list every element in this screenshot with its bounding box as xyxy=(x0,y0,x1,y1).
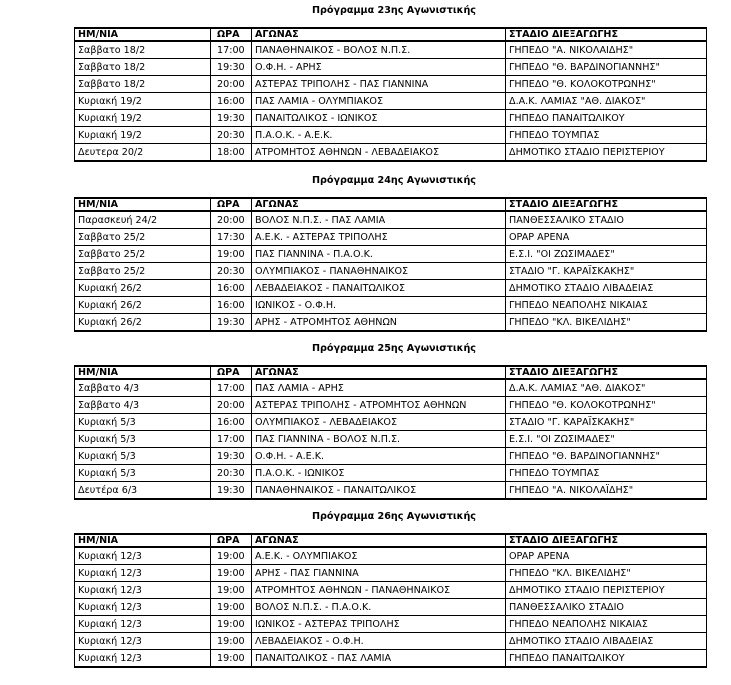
table-row xyxy=(75,633,707,650)
header-match: ΑΓΩΝΑΣ xyxy=(252,28,506,41)
cell-date: Σαββατο 25/2 xyxy=(75,246,211,263)
cell-match: ΑΡΗΣ - ΠΑΣ ΓΙΑΝΝΙΝΑ xyxy=(252,565,506,582)
cell-time: 17:30 xyxy=(211,229,252,246)
header-venue: ΣΤΑΔΙΟ ΔΙΕΞΑΓΩΓΗΣ xyxy=(506,28,707,41)
cell-time: 19:00 xyxy=(211,599,252,616)
cell-venue: ΣΤΑΔΙΟ "Γ. ΚΑΡΑΪΣΚΑΚΗΣ" xyxy=(506,414,707,431)
cell-venue: ΓΗΠΕΔΟ "Θ. ΚΟΛΟΚΟΤΡΩΝΗΣ" xyxy=(506,76,707,93)
cell-time: 16:00 xyxy=(211,297,252,314)
table-row xyxy=(75,650,707,668)
cell-match: ΒΟΛΟΣ Ν.Π.Σ. - Π.Α.Ο.Κ. xyxy=(252,599,506,616)
cell-venue: ΔΗΜΟΤΙΚΟ ΣΤΑΔΙΟ ΠΕΡΙΣΤΕΡΙΟΥ xyxy=(506,144,707,162)
cell-time: 19:00 xyxy=(211,246,252,263)
cell-date: Κυριακή 5/3 xyxy=(75,448,211,465)
cell-date: Κυριακή 12/3 xyxy=(75,547,211,565)
cell-time: 19:00 xyxy=(211,616,252,633)
cell-venue: ΔΗΜΟΤΙΚΟ ΣΤΑΔΙΟ ΛΙΒΑΔΕΙΑΣ xyxy=(506,633,707,650)
cell-date: Κυριακή 12/3 xyxy=(75,599,211,616)
fixtures-table xyxy=(74,27,707,162)
table-row xyxy=(75,110,707,127)
cell-date: Κυριακή 19/2 xyxy=(75,93,211,110)
cell-venue: ΔΗΜΟΤΙΚΟ ΣΤΑΔΙΟ ΛΙΒΑΔΕΙΑΣ xyxy=(506,280,707,297)
table-row xyxy=(75,582,707,599)
cell-date: Δευτέρα 6/3 xyxy=(75,482,211,500)
table-row xyxy=(75,414,707,431)
table-row xyxy=(75,41,707,59)
cell-venue: ΓΗΠΕΔΟ ΤΟΥΜΠΑΣ xyxy=(506,127,707,144)
cell-date: Κυριακή 12/3 xyxy=(75,582,211,599)
cell-time: 17:00 xyxy=(211,431,252,448)
cell-time: 19:30 xyxy=(211,110,252,127)
cell-date: Κυριακή 26/2 xyxy=(75,297,211,314)
table-row xyxy=(75,59,707,76)
cell-time: 20:00 xyxy=(211,211,252,229)
cell-venue: ΓΗΠΕΔΟ "ΚΛ. ΒΙΚΕΛΙΔΗΣ" xyxy=(506,314,707,332)
cell-date: Κυριακή 19/2 xyxy=(75,127,211,144)
header-date: ΗΜ/ΝΙΑ xyxy=(75,198,211,211)
round-title: Πρόγραμμα 26ης Αγωνιστικής xyxy=(312,511,476,522)
cell-date: Δευτερα 20/2 xyxy=(75,144,211,162)
cell-match: ΠΑΣ ΛΑΜΙΑ - ΑΡΗΣ xyxy=(252,379,506,397)
cell-time: 16:00 xyxy=(211,93,252,110)
cell-date: Κυριακή 19/2 xyxy=(75,110,211,127)
cell-match: ΛΕΒΑΔΕΙΑΚΟΣ - Ο.Φ.Η. xyxy=(252,633,506,650)
cell-time: 20:00 xyxy=(211,76,252,93)
cell-venue: ΓΗΠΕΔΟ ΤΟΥΜΠΑΣ xyxy=(506,465,707,482)
cell-date: Παρασκευή 24/2 xyxy=(75,211,211,229)
cell-date: Κυριακή 26/2 xyxy=(75,280,211,297)
cell-date: Σαββατο 18/2 xyxy=(75,76,211,93)
cell-venue: ΓΗΠΕΔΟ ΝΕΑΠΟΛΗΣ ΝΙΚΑΙΑΣ xyxy=(506,297,707,314)
cell-date: Σαββατο 18/2 xyxy=(75,41,211,59)
table-row xyxy=(75,229,707,246)
cell-venue: ΓΗΠΕΔΟ "Α. ΝΙΚΟΛΑΙΔΗΣ" xyxy=(506,41,707,59)
cell-time: 16:00 xyxy=(211,280,252,297)
header-match: ΑΓΩΝΑΣ xyxy=(252,366,506,379)
cell-match: ΠΑΣ ΓΙΑΝΝΙΝΑ - ΒΟΛΟΣ Ν.Π.Σ. xyxy=(252,431,506,448)
header-date: ΗΜ/ΝΙΑ xyxy=(75,28,211,41)
table-row xyxy=(75,599,707,616)
table-row xyxy=(75,397,707,414)
cell-match: ΠΑΝΑΙΤΩΛΙΚΟΣ - ΙΩΝΙΚΟΣ xyxy=(252,110,506,127)
cell-match: ΒΟΛΟΣ Ν.Π.Σ. - ΠΑΣ ΛΑΜΙΑ xyxy=(252,211,506,229)
cell-time: 19:30 xyxy=(211,314,252,332)
cell-match: ΠΑΣ ΓΙΑΝΝΙΝΑ - Π.Α.Ο.Κ. xyxy=(252,246,506,263)
cell-venue: ΓΗΠΕΔΟ "Θ. ΚΟΛΟΚΟΤΡΩΝΗΣ" xyxy=(506,397,707,414)
table-row xyxy=(75,448,707,465)
cell-date: Κυριακή 12/3 xyxy=(75,565,211,582)
cell-match: ΑΣΤΕΡΑΣ ΤΡΙΠΟΛΗΣ - ΑΤΡΟΜΗΤΟΣ ΑΘΗΝΩΝ xyxy=(252,397,506,414)
cell-time: 20:00 xyxy=(211,397,252,414)
table-header-row xyxy=(75,366,707,379)
cell-match: ΛΕΒΑΔΕΙΑΚΟΣ - ΠΑΝΑΙΤΩΛΙΚΟΣ xyxy=(252,280,506,297)
table-row xyxy=(75,263,707,280)
cell-match: ΟΛΥΜΠΙΑΚΟΣ - ΛΕΒΑΔΕΙΑΚΟΣ xyxy=(252,414,506,431)
cell-date: Κυριακή 12/3 xyxy=(75,633,211,650)
cell-venue: ΓΗΠΕΔΟ "Θ. ΒΑΡΔΙΝΟΓΙΑΝΝΗΣ" xyxy=(506,59,707,76)
cell-date: Κυριακή 5/3 xyxy=(75,414,211,431)
header-match: ΑΓΩΝΑΣ xyxy=(252,198,506,211)
round-title: Πρόγραμμα 23ης Αγωνιστικής xyxy=(312,5,476,16)
cell-match: ΑΤΡΟΜΗΤΟΣ ΑΘΗΝΩΝ - ΠΑΝΑΘΗΝΑΙΚΟΣ xyxy=(252,582,506,599)
header-match: ΑΓΩΝΑΣ xyxy=(252,534,506,547)
fixtures-table xyxy=(74,365,707,500)
cell-match: ΙΩΝΙΚΟΣ - Ο.Φ.Η. xyxy=(252,297,506,314)
table-row xyxy=(75,127,707,144)
cell-match: Π.Α.Ο.Κ. - Α.Ε.Κ. xyxy=(252,127,506,144)
cell-match: ΟΛΥΜΠΙΑΚΟΣ - ΠΑΝΑΘΗΝΑΙΚΟΣ xyxy=(252,263,506,280)
cell-match: Ο.Φ.Η. - ΑΡΗΣ xyxy=(252,59,506,76)
table-row xyxy=(75,379,707,397)
fixtures-table xyxy=(74,533,707,668)
table-row xyxy=(75,297,707,314)
cell-time: 20:30 xyxy=(211,127,252,144)
round-title: Πρόγραμμα 24ης Αγωνιστικής xyxy=(312,175,476,186)
cell-match: ΑΤΡΟΜΗΤΟΣ ΑΘΗΝΩΝ - ΛΕΒΑΔΕΙΑΚΟΣ xyxy=(252,144,506,162)
fixtures-table xyxy=(74,197,707,332)
header-date: ΗΜ/ΝΙΑ xyxy=(75,534,211,547)
cell-venue: OPAP ΑΡΕΝΑ xyxy=(506,547,707,565)
round-section xyxy=(74,340,706,500)
cell-date: Σαββατο 4/3 xyxy=(75,397,211,414)
cell-venue: Ε.Σ.Ι. "ΟΙ ΖΩΣΙΜΑΔΕΣ" xyxy=(506,246,707,263)
header-time: ΩΡΑ xyxy=(211,366,252,379)
cell-time: 19:30 xyxy=(211,482,252,500)
cell-venue: ΠΑΝΘΕΣΣΑΛΙΚΟ ΣΤΑΔΙΟ xyxy=(506,599,707,616)
table-row xyxy=(75,547,707,565)
cell-time: 19:00 xyxy=(211,565,252,582)
table-header-row xyxy=(75,198,707,211)
table-row xyxy=(75,465,707,482)
cell-date: Κυριακή 5/3 xyxy=(75,465,211,482)
cell-match: Π.Α.Ο.Κ. - ΙΩΝΙΚΟΣ xyxy=(252,465,506,482)
cell-time: 19:30 xyxy=(211,59,252,76)
cell-time: 17:00 xyxy=(211,41,252,59)
cell-time: 19:00 xyxy=(211,650,252,668)
header-venue: ΣΤΑΔΙΟ ΔΙΕΞΑΓΩΓΗΣ xyxy=(506,534,707,547)
table-row xyxy=(75,314,707,332)
table-row xyxy=(75,246,707,263)
cell-match: ΑΡΗΣ - ΑΤΡΟΜΗΤΟΣ ΑΘΗΝΩΝ xyxy=(252,314,506,332)
round-title: Πρόγραμμα 25ης Αγωνιστικής xyxy=(312,343,476,354)
header-time: ΩΡΑ xyxy=(211,198,252,211)
table-row xyxy=(75,93,707,110)
cell-time: 20:30 xyxy=(211,263,252,280)
table-row xyxy=(75,144,707,162)
cell-match: ΙΩΝΙΚΟΣ - ΑΣΤΕΡΑΣ ΤΡΙΠΟΛΗΣ xyxy=(252,616,506,633)
cell-match: ΑΣΤΕΡΑΣ ΤΡΙΠΟΛΗΣ - ΠΑΣ ΓΙΑΝΝΙΝΑ xyxy=(252,76,506,93)
cell-time: 19:00 xyxy=(211,547,252,565)
cell-time: 19:00 xyxy=(211,633,252,650)
cell-venue: ΓΗΠΕΔΟ ΠΑΝΑΙΤΩΛΙΚΟΥ xyxy=(506,110,707,127)
cell-time: 19:30 xyxy=(211,448,252,465)
cell-match: ΠΑΝΑΘΗΝΑΙΚΟΣ - ΒΟΛΟΣ Ν.Π.Σ. xyxy=(252,41,506,59)
cell-match: Ο.Φ.Η. - Α.Ε.Κ. xyxy=(252,448,506,465)
cell-venue: ΓΗΠΕΔΟ ΝΕΑΠΟΛΗΣ ΝΙΚΑΙΑΣ xyxy=(506,616,707,633)
table-header-row xyxy=(75,534,707,547)
cell-match: ΠΑΣ ΛΑΜΙΑ - ΟΛΥΜΠΙΑΚΟΣ xyxy=(252,93,506,110)
cell-time: 18:00 xyxy=(211,144,252,162)
cell-venue: ΓΗΠΕΔΟ ΠΑΝΑΙΤΩΛΙΚΟΥ xyxy=(506,650,707,668)
cell-time: 17:00 xyxy=(211,379,252,397)
cell-date: Σαββατο 25/2 xyxy=(75,263,211,280)
table-row xyxy=(75,280,707,297)
cell-match: ΠΑΝΑΘΗΝΑΙΚΟΣ - ΠΑΝΑΙΤΩΛΙΚΟΣ xyxy=(252,482,506,500)
cell-date: Σαββατο 4/3 xyxy=(75,379,211,397)
round-section xyxy=(74,172,706,332)
cell-venue: Δ.Α.Κ. ΛΑΜΙΑΣ "ΑΘ. ΔΙΑΚΟΣ" xyxy=(506,93,707,110)
header-time: ΩΡΑ xyxy=(211,534,252,547)
cell-date: Κυριακή 26/2 xyxy=(75,314,211,332)
round-section xyxy=(74,2,706,162)
cell-date: Σαββατο 25/2 xyxy=(75,229,211,246)
cell-time: 20:30 xyxy=(211,465,252,482)
cell-venue: ΔΗΜΟΤΙΚΟ ΣΤΑΔΙΟ ΠΕΡΙΣΤΕΡΙΟΥ xyxy=(506,582,707,599)
table-row xyxy=(75,616,707,633)
cell-time: 16:00 xyxy=(211,414,252,431)
header-time: ΩΡΑ xyxy=(211,28,252,41)
cell-venue: ΓΗΠΕΔΟ "Α. ΝΙΚΟΛΑΪΔΗΣ" xyxy=(506,482,707,500)
cell-venue: ΓΗΠΕΔΟ "ΚΛ. ΒΙΚΕΛΙΔΗΣ" xyxy=(506,565,707,582)
cell-date: Κυριακή 12/3 xyxy=(75,650,211,668)
cell-venue: Δ.Α.Κ. ΛΑΜΙΑΣ "ΑΘ. ΔΙΑΚΟΣ" xyxy=(506,379,707,397)
header-venue: ΣΤΑΔΙΟ ΔΙΕΞΑΓΩΓΗΣ xyxy=(506,366,707,379)
cell-date: Κυριακή 5/3 xyxy=(75,431,211,448)
cell-venue: OPAP ΑΡΕΝΑ xyxy=(506,229,707,246)
table-header-row xyxy=(75,28,707,41)
cell-venue: Ε.Σ.Ι. "ΟΙ ΖΩΣΙΜΑΔΕΣ" xyxy=(506,431,707,448)
cell-date: Σαββατο 18/2 xyxy=(75,59,211,76)
table-row xyxy=(75,76,707,93)
cell-match: Α.Ε.Κ. - ΑΣΤΕΡΑΣ ΤΡΙΠΟΛΗΣ xyxy=(252,229,506,246)
header-venue: ΣΤΑΔΙΟ ΔΙΕΞΑΓΩΓΗΣ xyxy=(506,198,707,211)
table-row xyxy=(75,431,707,448)
header-date: ΗΜ/ΝΙΑ xyxy=(75,366,211,379)
cell-time: 19:00 xyxy=(211,582,252,599)
table-row xyxy=(75,482,707,500)
round-section xyxy=(74,508,706,668)
table-row xyxy=(75,565,707,582)
cell-match: ΠΑΝΑΙΤΩΛΙΚΟΣ - ΠΑΣ ΛΑΜΙΑ xyxy=(252,650,506,668)
cell-match: Α.Ε.Κ. - ΟΛΥΜΠΙΑΚΟΣ xyxy=(252,547,506,565)
cell-venue: ΣΤΑΔΙΟ "Γ. ΚΑΡΑΪΣΚΑΚΗΣ" xyxy=(506,263,707,280)
cell-venue: ΠΑΝΘΕΣΣΑΛΙΚΟ ΣΤΑΔΙΟ xyxy=(506,211,707,229)
cell-date: Κυριακή 12/3 xyxy=(75,616,211,633)
cell-venue: ΓΗΠΕΔΟ "Θ. ΒΑΡΔΙΝΟΓΙΑΝΝΗΣ" xyxy=(506,448,707,465)
table-row xyxy=(75,211,707,229)
